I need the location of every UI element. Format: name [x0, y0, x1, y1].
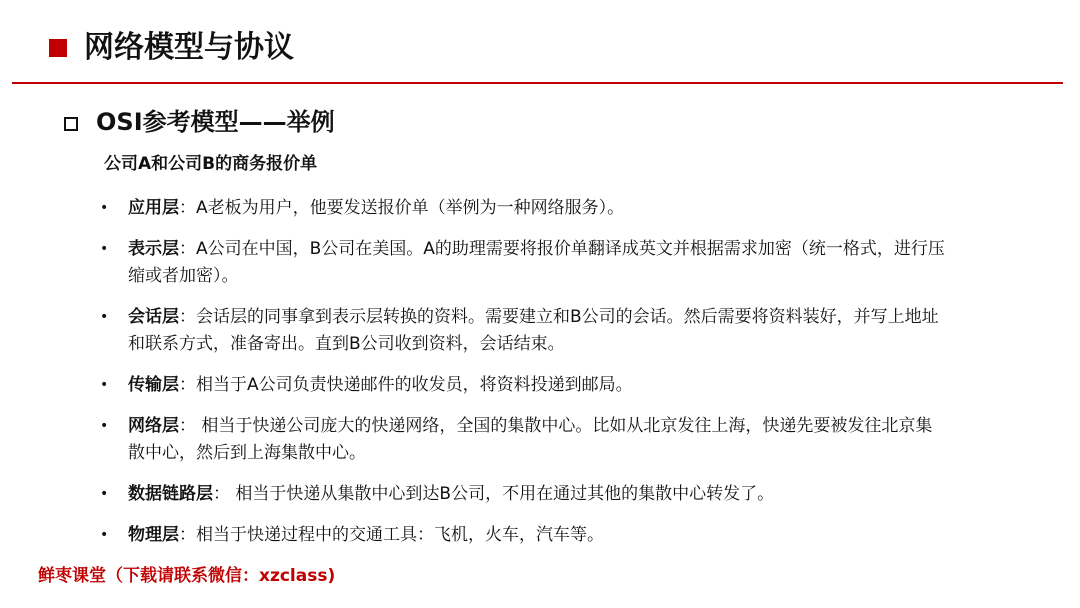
- list-item-application-layer: [98, 195, 948, 236]
- bullet-dot-icon: •: [100, 527, 109, 543]
- layer-term: 应用层: [128, 198, 179, 218]
- layer-term: 会话层: [128, 307, 179, 327]
- layer-description: ： 相当于快递从集散中心到达B公司，不用在通过其他的集散中心转发了。: [213, 484, 775, 504]
- bullet-dot-icon: •: [100, 486, 109, 502]
- layer-description: ： 相当于快递公司庞大的快递网络，全国的集散中心。比如从北京发往上海，快递先要被发往北京集散中心，然后到上海集散中心。: [128, 416, 933, 463]
- example-subheading: 公司A和公司B的商务报价单: [104, 154, 318, 174]
- bullet-dot-icon: •: [100, 309, 109, 325]
- layer-description: ：相当于快递过程中的交通工具：飞机，火车，汽车等。: [179, 525, 604, 545]
- layer-term: 传输层: [128, 375, 179, 395]
- layer-description: ：A老板为用户，他要发送报价单（举例为一种网络服务）。: [179, 198, 625, 218]
- list-item-transport-layer: [98, 372, 948, 413]
- bullet-dot-icon: •: [100, 200, 109, 216]
- header-accent-square: [49, 39, 67, 57]
- layer-term: 物理层: [128, 525, 179, 545]
- layer-description: ：会话层的同事拿到表示层转换的资料。需要建立和B公司的会话。然后需要将资料装好，并写上地址和联系方式，准备寄出。直到B公司收到资料，会话结束。: [128, 307, 939, 354]
- layer-term: 网络层: [128, 416, 179, 436]
- layer-term: 表示层: [128, 239, 179, 259]
- list-item-data-link-layer: [98, 481, 948, 522]
- list-item-physical-layer: [98, 522, 948, 549]
- layer-description: ：A公司在中国，B公司在美国。A的助理需要将报价单翻译成英文并根据需求加密（统一格式，进行压缩或者加密）。: [128, 239, 945, 286]
- bullet-dot-icon: •: [100, 418, 109, 434]
- layer-term: 数据链路层: [128, 484, 213, 504]
- page-title: 网络模型与协议: [84, 30, 294, 65]
- section-heading: OSI参考模型——举例: [96, 108, 335, 136]
- layer-description: ：相当于A公司负责快递邮件的收发员，将资料投递到邮局。: [179, 375, 633, 395]
- hollow-square-bullet-icon: [64, 117, 78, 131]
- list-item-presentation-layer: [98, 236, 948, 304]
- list-item-network-layer: [98, 413, 948, 481]
- bullet-dot-icon: •: [100, 241, 109, 257]
- bullet-dot-icon: •: [100, 377, 109, 393]
- list-item-session-layer: [98, 304, 948, 372]
- header-divider: [12, 82, 1063, 84]
- osi-layer-list: [98, 195, 978, 549]
- footer-contact-note: 鲜枣课堂（下载请联系微信：xzclass): [38, 566, 336, 586]
